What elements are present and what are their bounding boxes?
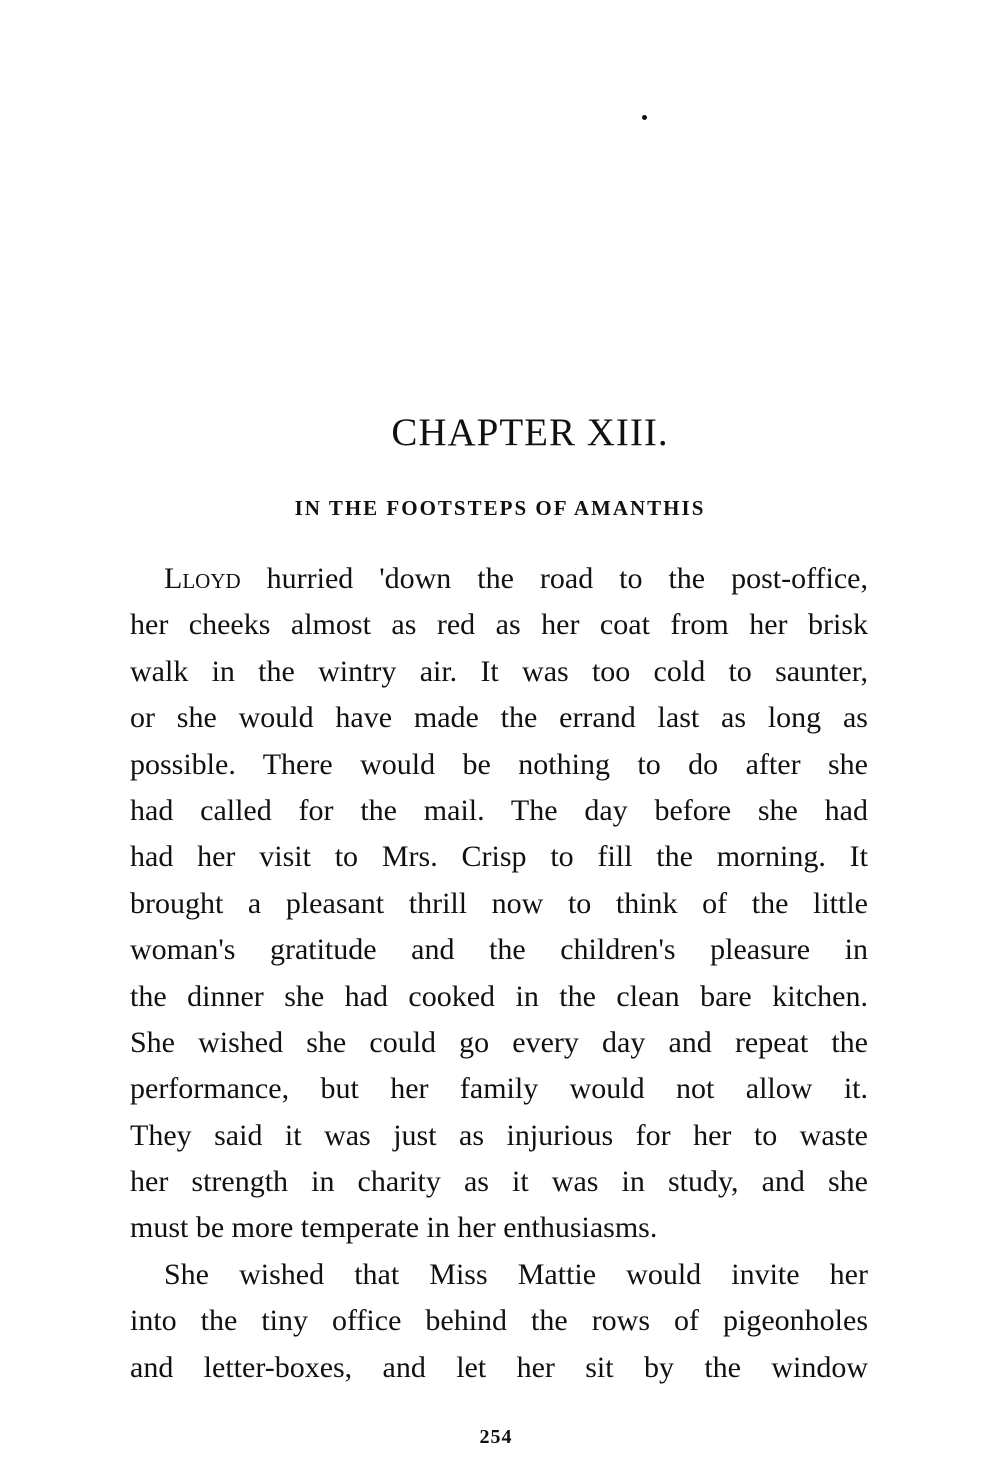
text-line: into the tiny office behind the rows of pigeonholes — [130, 1304, 868, 1338]
text-line: Lloyd hurried 'down the road to the post-office, — [164, 562, 868, 595]
text-line: her strength in charity as it was in study, and she — [130, 1165, 868, 1199]
page-number: 254 — [479, 1426, 513, 1448]
paragraph — [130, 556, 868, 1252]
body-text — [130, 556, 868, 1391]
text-line: had her visit to Mrs. Crisp to fill the morning. It — [130, 840, 868, 874]
text-line: She wished that Miss Mattie would invite her — [164, 1257, 868, 1291]
text-line: had called for the mail. The day before she had — [130, 793, 868, 827]
lead-word: Lloyd — [164, 562, 241, 595]
chapter-subtitle: IN THE FOOTSTEPS OF AMANTHIS — [294, 496, 706, 520]
paragraph — [130, 1252, 868, 1391]
text-line: walk in the wintry air. It was too cold to saunter, — [130, 654, 868, 688]
text-line: She wished she could go every day and repeat the — [130, 1025, 868, 1059]
text-line: They said it was just as injurious for her to waste — [130, 1118, 868, 1152]
text-line: the dinner she had cooked in the clean bare kitchen. — [130, 979, 868, 1013]
text-line: and letter-boxes, and let her sit by the window — [130, 1350, 868, 1384]
text-line: brought a pleasant thrill now to think of the little — [130, 886, 868, 920]
text-line: must be more temperate in her enthusiasms. — [130, 1211, 658, 1245]
text-line: possible. There would be nothing to do after she — [130, 747, 868, 781]
chapter-title: CHAPTER XIII. — [391, 411, 669, 454]
text-line: woman's gratitude and the children's pleasure in — [130, 933, 868, 967]
text-line: her cheeks almost as red as her coat from her brisk — [130, 608, 868, 642]
print-speck — [642, 115, 647, 120]
text-line: or she would have made the errand last as long as — [130, 701, 868, 735]
text-line: performance, but her family would not allow it. — [130, 1072, 868, 1106]
